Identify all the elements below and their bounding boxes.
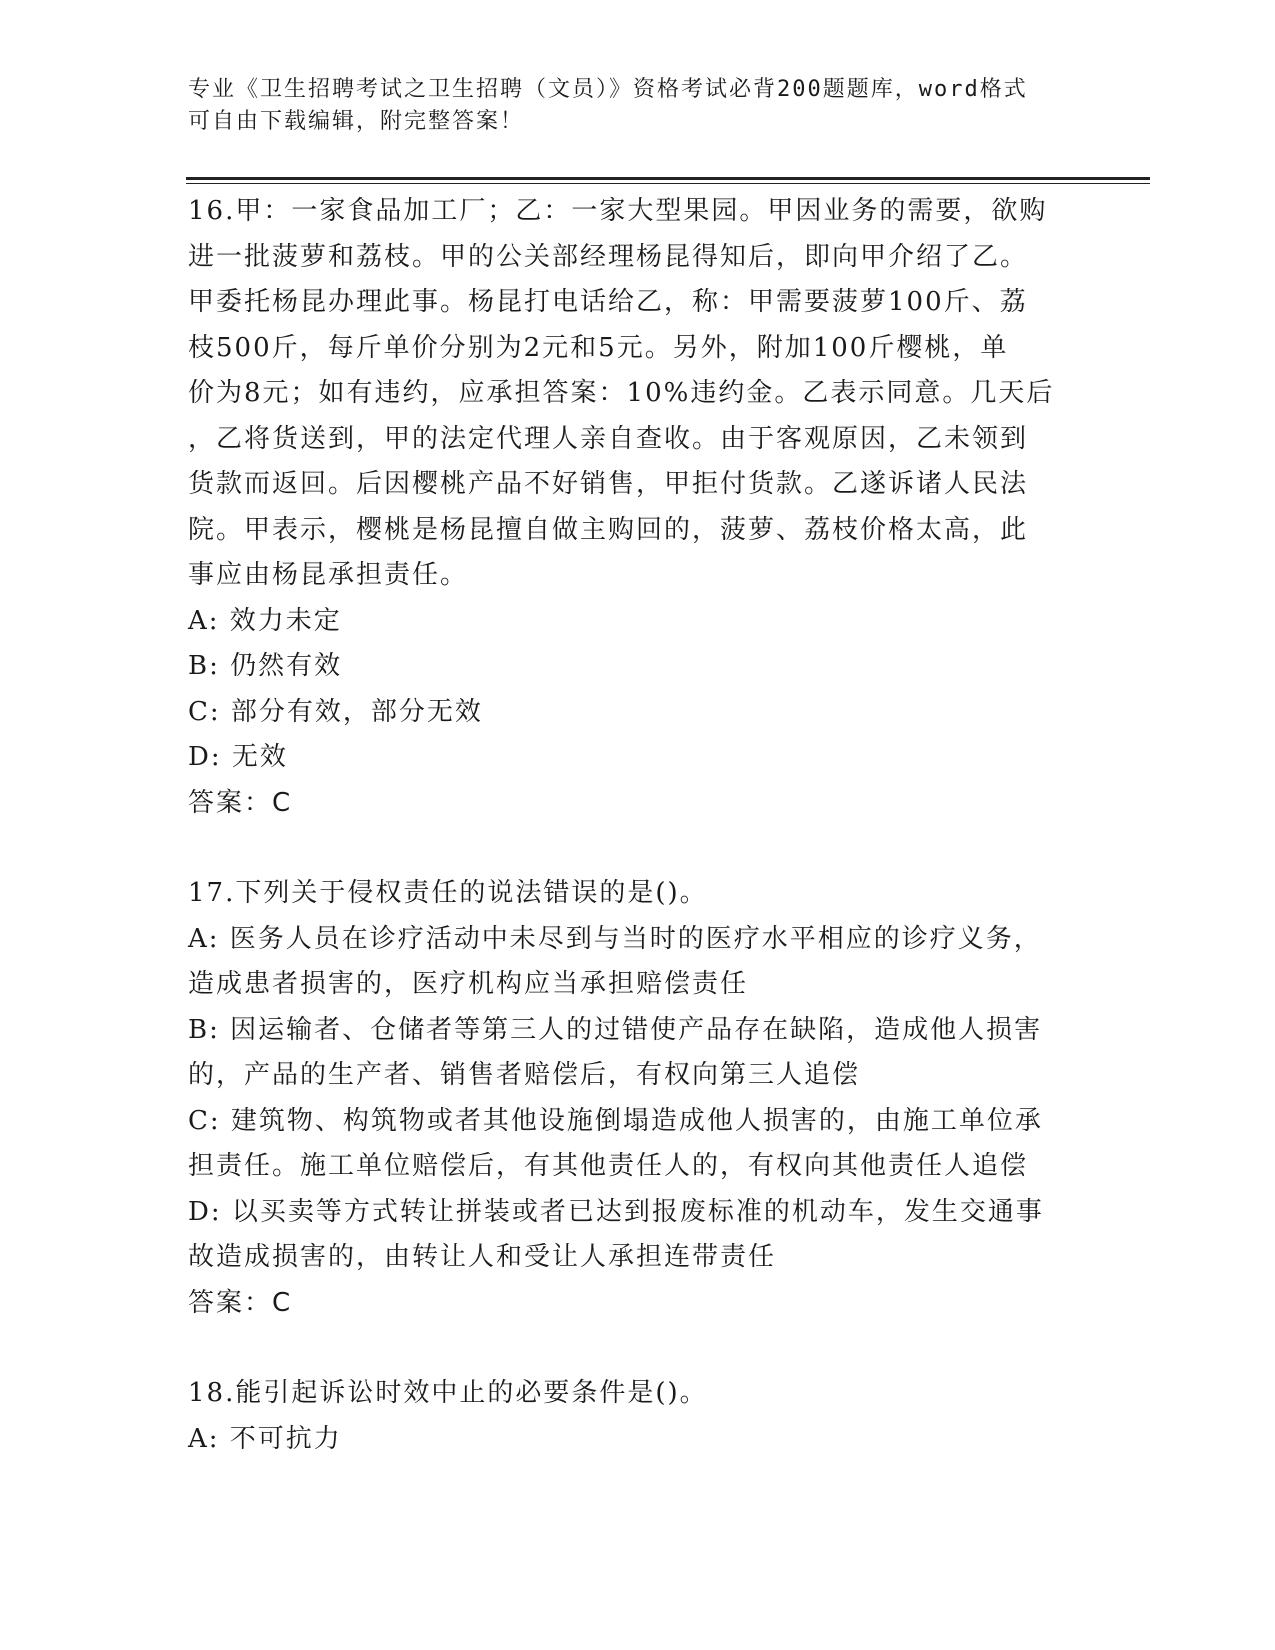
option-a-continued: 造成患者损害的，医疗机构应当承担赔偿责任 — [188, 969, 749, 999]
question-stem-line: 枝500斤，每斤单价分别为2元和5元。另外，附加100斤樱桃，单 — [188, 332, 1009, 363]
question-stem-line: 价为8元；如有违约，应承担答案：10%违约金。乙表示同意。几天后 — [188, 378, 1055, 408]
header-divider-thin — [186, 183, 1150, 184]
question-spacer — [188, 826, 1068, 871]
question-stem-line: 货款而返回。后因樱桃产品不好销售，甲拒付货款。乙遂诉诸人民法 — [188, 469, 1029, 499]
option-b-continued: 的，产品的生产者、销售者赔偿后，有权向第三人追偿 — [188, 1060, 861, 1090]
answer-label: 答案：C — [188, 787, 293, 818]
option-b: B: 因运输者、仓储者等第三人的过错使产品存在缺陷，造成他人损害 — [188, 1014, 1043, 1045]
option-c: C: 建筑物、构筑物或者其他设施倒塌造成他人损害的，由施工单位承 — [188, 1105, 1043, 1136]
question-stem-line: 事应由杨昆承担责任。 — [188, 560, 469, 590]
option-a: A: 医务人员在诊疗活动中未尽到与当时的医疗水平相应的诊疗义务， — [188, 923, 1042, 954]
question-17 — [188, 871, 1068, 1326]
option-b: B: 仍然有效 — [188, 651, 343, 681]
document-header — [188, 74, 1088, 138]
option-c-continued: 担责任。施工单位赔偿后，有其他责任人的，有权向其他责任人追偿 — [188, 1151, 1029, 1181]
option-d: D: 以买卖等方式转让拼装或者已达到报废标准的机动车，发生交通事 — [188, 1196, 1044, 1227]
question-stem-line: 进一批菠萝和荔枝。甲的公关部经理杨昆得知后，即向甲介绍了乙。 — [188, 241, 1029, 272]
header-divider-thick — [186, 177, 1150, 180]
question-18 — [188, 1371, 1068, 1462]
question-stem-line: ，乙将货送到，甲的法定代理人亲自查收。由于客观原因，乙未领到 — [188, 423, 1029, 454]
question-stem-line: 院。甲表示，樱桃是杨昆擅自做主购回的，菠萝、荔枝价格太高，此 — [188, 514, 1029, 545]
question-stem-line: 甲委托杨昆办理此事。杨昆打电话给乙，称：甲需要菠萝100斤、荔 — [188, 287, 1028, 317]
question-list — [188, 189, 1068, 1462]
option-d-continued: 故造成损害的，由转让人和受让人承担连带责任 — [188, 1242, 777, 1272]
question-16 — [188, 189, 1068, 826]
option-d: D: 无效 — [188, 742, 288, 772]
option-a: A: 效力未定 — [188, 605, 342, 636]
option-c: C: 部分有效，部分无效 — [188, 696, 483, 727]
option-a: A: 不可抗力 — [188, 1423, 342, 1454]
header-line-2: 可自由下载编辑，附完整答案！ — [188, 109, 525, 134]
question-spacer — [188, 1326, 1068, 1371]
answer-label: 答案：C — [188, 1287, 293, 1318]
question-stem-line: 18.能引起诉讼时效中止的必要条件是()。 — [188, 1378, 708, 1408]
question-stem-line: 17.下列关于侵权责任的说法错误的是()。 — [188, 878, 708, 908]
question-stem-line: 16.甲：一家食品加工厂；乙：一家大型果园。甲因业务的需要，欲购 — [188, 196, 1048, 226]
header-line-1: 专业《卫生招聘考试之卫生招聘（文员）》资格考试必背200题题库，word格式 — [188, 77, 1028, 102]
